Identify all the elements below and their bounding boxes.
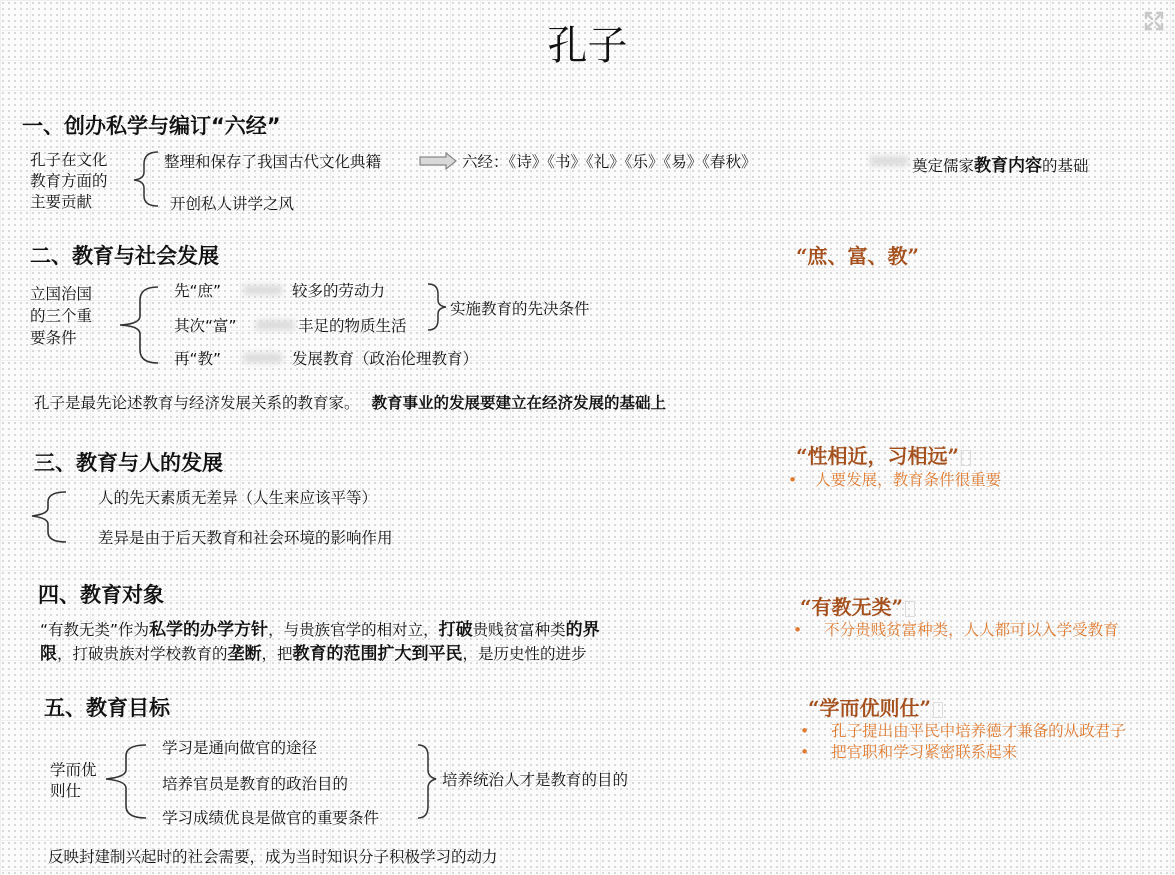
section5-side-heading: “学而优则仕” xyxy=(808,692,943,721)
section3-item: 差异是由于后天教育和社会环境的影响作用 xyxy=(98,529,393,547)
redaction-mark xyxy=(244,353,282,363)
section1-item1-note: 奠定儒家教育内容的基础 xyxy=(912,156,1089,176)
section5-bracket-result: 培养统治人才是教育的目的 xyxy=(442,771,629,789)
section3-heading: 三、教育与人的发展 xyxy=(34,451,223,475)
section2-left-label xyxy=(30,283,92,349)
redaction-mark xyxy=(256,320,294,330)
section2-row-value: 较多的劳动力 xyxy=(292,282,386,300)
section2-row-key: 先“庶” xyxy=(174,282,222,300)
page-title: 孔子 xyxy=(547,23,628,69)
section2-label-line: 要条件 xyxy=(30,329,77,347)
section5-summary: 反映封建制兴起时的社会需要，成为当时知识分子积极学习的动力 xyxy=(48,848,498,866)
section4-side-heading: “有教无类” xyxy=(800,591,915,620)
section5-right-brace xyxy=(0,0,1,1)
section2-side-heading: “庶、富、教” xyxy=(796,244,920,268)
section2-row-value: 丰足的物质生活 xyxy=(298,317,407,335)
section5-side-bullet: • 孔子提出由平民中培养德才兼备的从政君子 xyxy=(800,722,1126,740)
section1-item1-result: 六经：《诗》《书》《礼》《乐》《易》《春秋》 xyxy=(462,153,757,171)
section1-item1: 整理和保存了我国古代文化典籍 xyxy=(164,153,382,171)
section1-label-line: 主要贡献 xyxy=(30,193,93,211)
section5-item: 学习成绩优良是做官的重要条件 xyxy=(162,809,380,827)
section2-row-key: 其次“富” xyxy=(174,317,237,335)
section5-heading: 五、教育目标 xyxy=(44,696,170,720)
section3-side-bullet: • 人要发展，教育条件很重要 xyxy=(788,471,1002,489)
section5-side-bullet: • 把官职和学习紧密联系起来 xyxy=(800,743,1018,761)
section2-label-line: 立国治国 xyxy=(30,285,93,303)
section5-item: 学习是通向做官的途径 xyxy=(162,739,318,757)
section2-summary: 孔子是最先论述教育与经济发展关系的教育家。 教育事业的发展要建立在经济发展的基础上 xyxy=(34,394,667,412)
section4-heading: 四、教育对象 xyxy=(38,583,164,607)
section5-label-line: 则仕 xyxy=(50,782,82,800)
section2-heading: 二、教育与社会发展 xyxy=(30,244,219,268)
section3-side-heading: “性相近，习相远” xyxy=(796,440,971,469)
section5-item: 培养官员是教育的政治目的 xyxy=(162,775,349,793)
section2-bracket-result: 实施教育的先决条件 xyxy=(450,300,590,318)
section1-label-line: 孔子在文化 xyxy=(30,151,108,169)
redaction-mark xyxy=(244,285,282,295)
section5-left-label xyxy=(50,760,97,802)
section5-label-line: 学而优 xyxy=(50,761,97,779)
section4-side-bullet: • 不分贵贱贫富种类，人人都可以入学受教育 xyxy=(793,621,1119,639)
section2-label-line: 的三个重 xyxy=(30,307,93,325)
redaction-mark xyxy=(870,156,908,166)
section4-paragraph: “有教无类”作为私学的办学方针，与贵族官学的相对立，打破贵贱贫富种类的界 限，打破贵族对学校教育的垄断，把教育的范围扩大到平民，是历史性的进步 xyxy=(40,620,600,664)
section2-row-value: 发展教育（政治伦理教育） xyxy=(292,350,479,368)
section3-item: 人的先天素质无差异（人生来应该平等） xyxy=(98,489,378,507)
section1-label-line: 教育方面的 xyxy=(30,172,108,190)
section1-item2: 开创私人讲学之风 xyxy=(170,195,295,213)
section2-row-key: 再“教” xyxy=(174,350,222,368)
section1-left-label xyxy=(30,150,108,213)
section1-heading: 一、创办私学与编订“六经” xyxy=(22,114,281,138)
